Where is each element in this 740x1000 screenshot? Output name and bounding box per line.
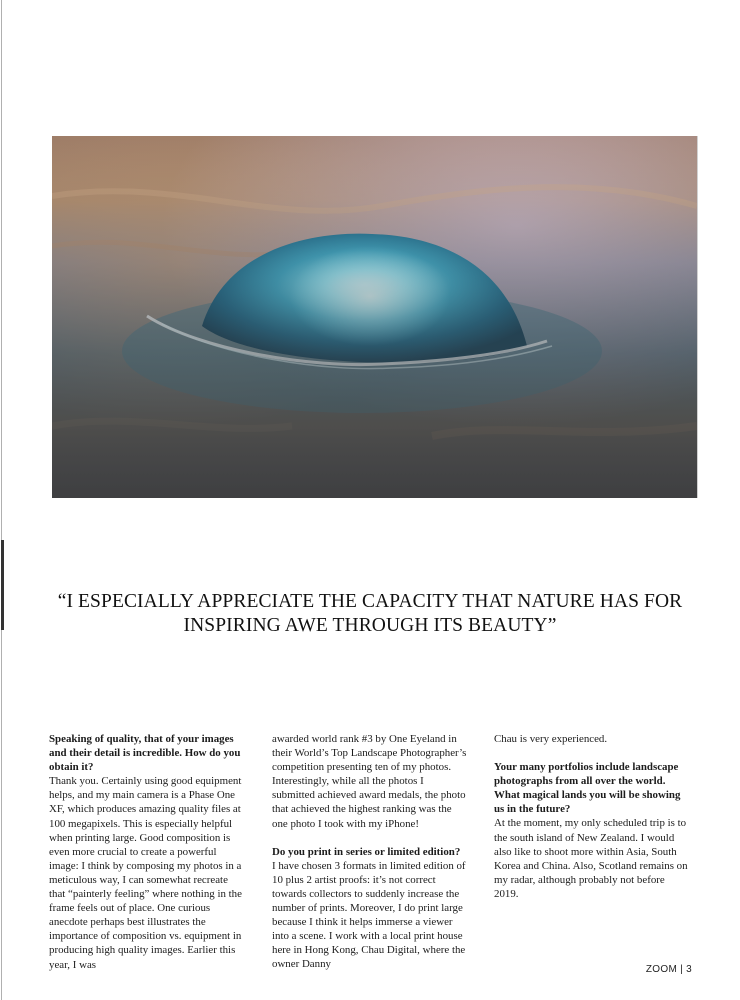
page-footer: ZOOM | 3 <box>645 964 692 975</box>
article-column-1 <box>49 732 245 972</box>
pull-quote <box>40 590 700 638</box>
interview-question: Do you print in series or limited edition? <box>272 845 461 858</box>
interview-question: Your many portfolios include landscape photographs from all over the world. What magical lands you will be showing us in the future? <box>494 761 681 816</box>
article-column-3 <box>494 732 690 901</box>
interview-answer: At the moment, my only scheduled trip is to the south island of New Zealand. I would also like to shoot more within Asia, South Korea and China. Also, Scotland remains on my radar, although probably not before 2019. <box>494 817 688 900</box>
geyser-bubble-icon <box>52 136 697 498</box>
page-edge-mark <box>1 540 4 630</box>
interview-question: Speaking of quality, that of your images and their detail is incredible. How do you obtain it? <box>49 733 241 774</box>
pull-quote-line-1: “I ESPECIALLY APPRECIATE THE CAPACITY THAT NATURE HAS FOR <box>57 591 683 612</box>
article-column-2 <box>272 732 468 972</box>
pull-quote-line-2: INSPIRING AWE THROUGH ITS BEAUTY” <box>183 615 557 636</box>
interview-answer: I have chosen 3 formats in limited edition of 10 plus 2 artist proofs: it’s not correct towards collectors to suddenly increase the number of prints. Moreover, I do print large because I think it helps immerse a viewer into a scene. I work with a local print house here in Hong Kong, Chau Digital, where the owner Danny <box>272 859 466 971</box>
interview-answer: Thank you. Certainly using good equipment helps, and my main camera is a Phase One XF, which produces amazing quality files at 100 megapixels. This is especially helpful when printing large. Good composition is even more crucial to create a powerful image: I think by composing my photos in a meticulous way, I can somewhat recreate that “painterly feeling” where nothing in the frame feels out of place. One curious anecdote perhaps best illustrates the importance of composition vs. equipment in producing high quality images. Earlier this year, I was <box>49 775 242 971</box>
page-edge-line <box>1 0 2 1000</box>
interview-answer-continuation: awarded world rank #3 by One Eyeland in their World’s Top Landscape Photographer’s competition presenting ten of my photos. Interestingly, while all the photos I submitted achieved award medals, the photo that achieved the highest ranking was the one photo I took with my iPhone! <box>272 733 467 830</box>
geyser-photo <box>52 136 698 498</box>
interview-answer-continuation: Chau is very experienced. <box>494 733 608 745</box>
